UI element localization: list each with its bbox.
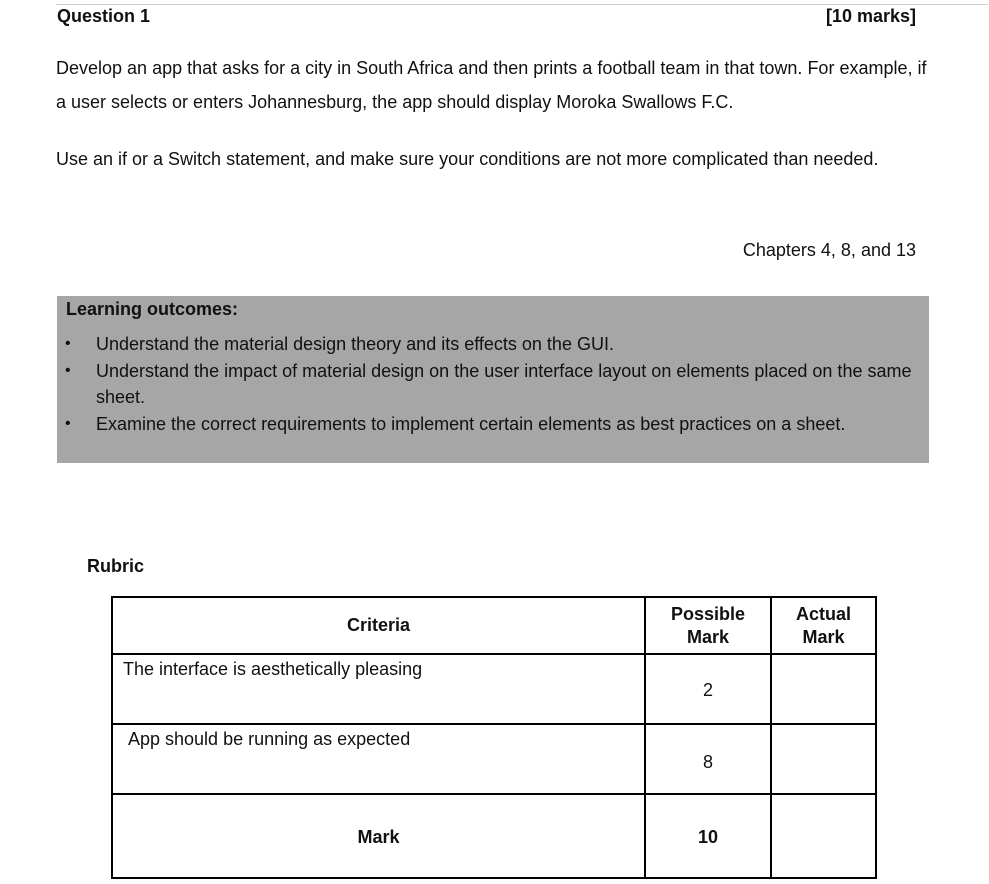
actual-mark-header [771,597,876,654]
table-row [112,724,876,794]
bullet-icon: • [65,415,71,432]
actual-mark-cell[interactable] [771,654,876,724]
learning-outcome-text: Understand the impact of material design on the user interface layout on elements placed on the same sheet. [96,361,912,407]
learning-outcomes-box [57,296,929,463]
chapters-reference: Chapters 4, 8, and 13 [742,240,916,260]
rubric-title: Rubric [87,556,145,576]
question-marks: [10 marks] [825,6,916,26]
possible-mark-cell: 2 [645,654,771,724]
list-item [57,411,929,437]
possible-mark-cell: 8 [645,724,771,794]
total-label-cell: Mark [112,794,645,878]
list-item [57,331,929,357]
question-description: Develop an app that asks for a city in South Africa and then prints a football team in that town. For example, if a user selects or enters Johannesburg, the app should display Moroka Swallows F.C. [56,58,927,112]
criteria-header [112,597,645,654]
table-row [112,654,876,724]
actual-mark-header-line1: Actual [795,603,851,624]
criteria-cell: The interface is aesthetically pleasing [112,654,645,724]
possible-mark-header-line1: Possible [670,603,746,624]
table-header-row [112,597,876,654]
list-item [57,358,929,410]
criteria-header-label: Criteria [346,615,411,635]
possible-mark-header-line2: Mark [686,626,730,647]
question-title: Question 1 [57,6,151,26]
learning-outcomes-title: Learning outcomes: [66,299,239,319]
criteria-cell: App should be running as expected [112,724,645,794]
possible-mark-header [645,597,771,654]
learning-outcome-text: Examine the correct requirements to implement certain elements as best practices on a sheet. [96,414,846,434]
total-actual-cell[interactable] [771,794,876,878]
learning-outcome-text: Understand the material design theory and its effects on the GUI. [96,334,614,354]
total-possible-cell: 10 [645,794,771,878]
rubric-table [111,596,877,879]
actual-mark-header-line2: Mark [802,626,845,647]
actual-mark-cell[interactable] [771,724,876,794]
total-row [112,794,876,878]
top-divider [56,4,988,5]
question-instruction: Use an if or a Switch statement, and make sure your conditions are not more complicated than needed. [56,149,879,169]
learning-outcomes-list [57,331,929,438]
bullet-icon: • [65,362,71,379]
bullet-icon: • [65,335,71,352]
